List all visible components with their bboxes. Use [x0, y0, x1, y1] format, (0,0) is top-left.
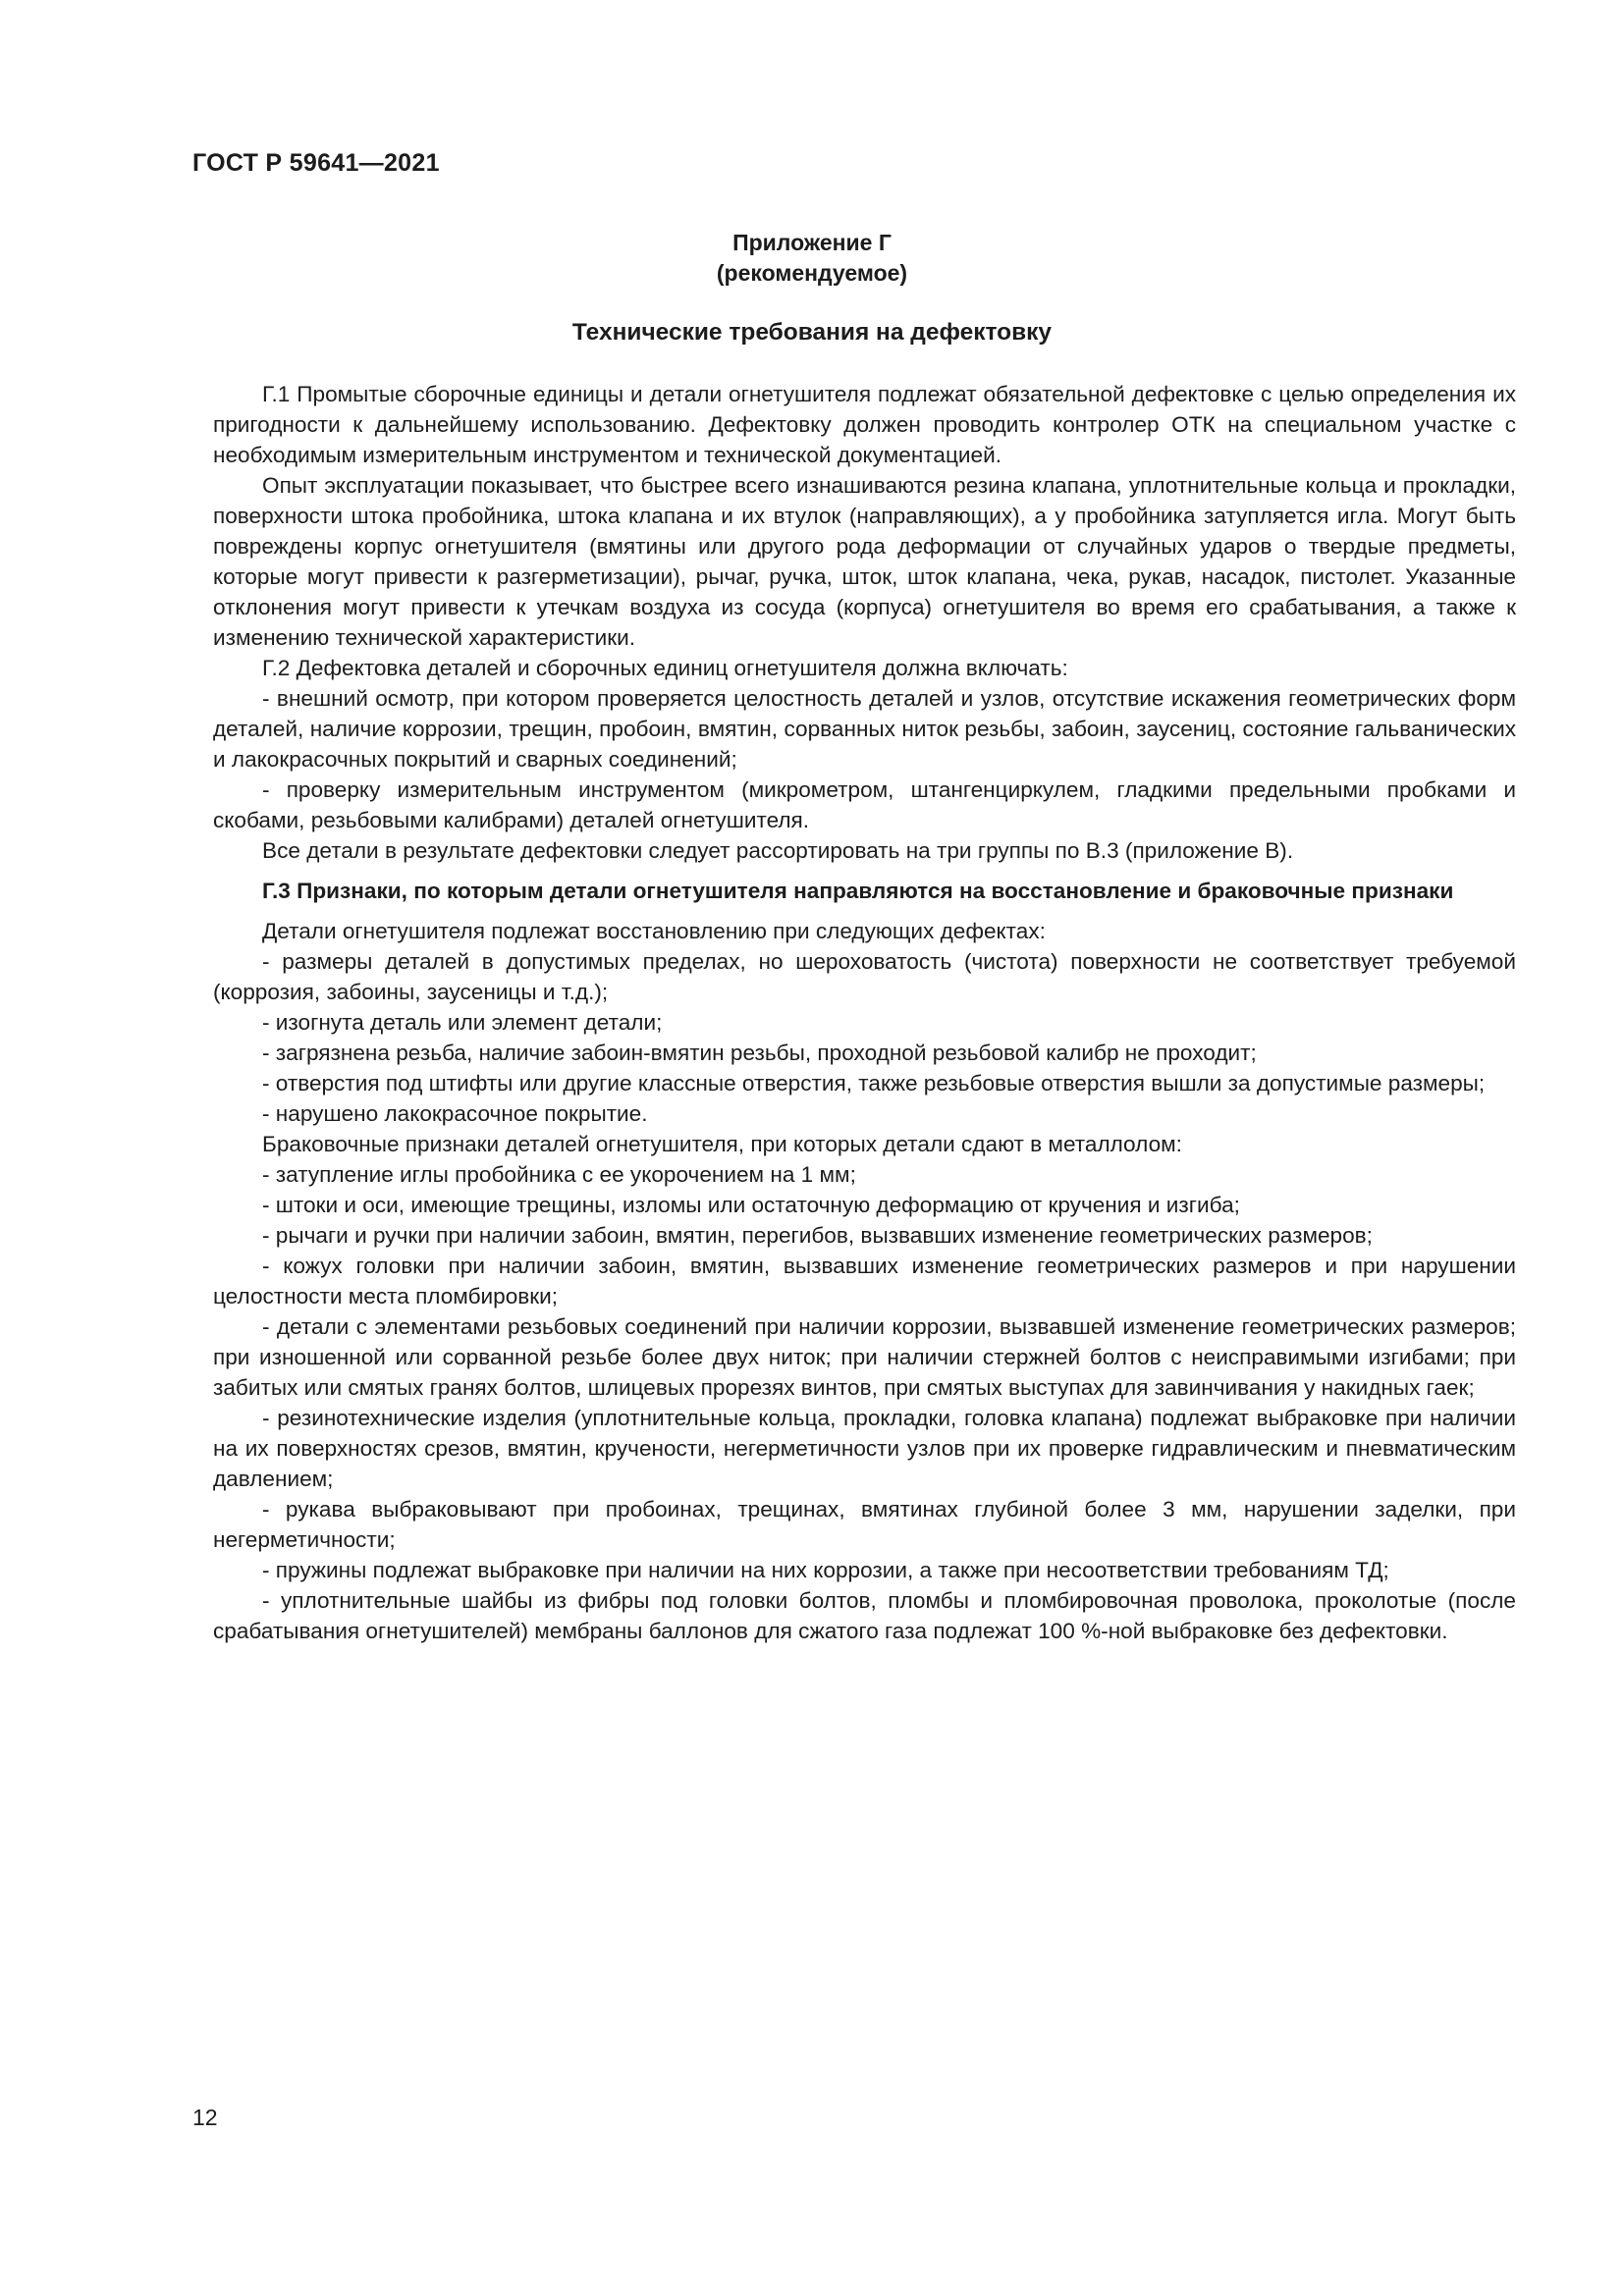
paragraph: Опыт эксплуатации показывает, что быстрее всего изнашиваются резина клапана, уплотнительные кольца и прокладки, поверхности штока пробойника, штока клапана и их втулок (направляющих), а у пробойника затупляется игла. Могут быть повреждены корпус огнетушителя (вмятины или другого рода деформации от случайных ударов о твердые предметы, которые могут привести к разгерметизации), рычаг, ручка, шток, шток клапана, чека, рукав, насадок, пистолет. Указанные отклонения могут привести к утечкам воздуха из сосуда (корпуса) огнетушителя во время его срабатывания, а также к изменению технической характеристики.	[213, 473, 1516, 650]
list-item: - рукава выбраковывают при пробоинах, трещинах, вмятинах глубиной более 3 мм, нарушении заделки, при негерметичности;	[213, 1497, 1516, 1552]
list-item: - проверку измерительным инструментом (микрометром, штангенциркулем, гладкими предельными пробками и скобами, резьбовыми калибрами) деталей огнетушителя.	[213, 777, 1516, 832]
page-number: 12	[192, 2105, 218, 2130]
list-item: - пружины подлежат выбраковке при наличии на них коррозии, а также при несоответствии требованиям ТД;	[262, 1558, 1389, 1582]
paragraph: Браковочные признаки деталей огнетушителя, при которых детали сдают в металлолом:	[262, 1132, 1182, 1156]
list-item: - изогнута деталь или элемент детали;	[262, 1010, 663, 1035]
paragraph: Все детали в результате дефектовки следует рассортировать на три группы по В.3 (приложение В).	[262, 838, 1294, 863]
list-item: - резинотехнические изделия (уплотнительные кольца, прокладки, головка клапана) подлежат выбраковке при наличии на их поверхностях срезов, вмятин, кручености, негерметичности узлов при их проверке гидравлическим и пневматическим давлением;	[213, 1406, 1516, 1491]
document-body	[213, 379, 1516, 1646]
section-title: Технические требования на дефектовку	[571, 319, 1053, 346]
list-item: - рычаги и ручки при наличии забоин, вмятин, перегибов, вызвавших изменение геометрических размеров;	[262, 1223, 1373, 1248]
subsection-heading: Г.3 Признаки, по которым детали огнетушителя направляются на восстановление и браковочные признаки	[262, 879, 1454, 903]
list-item: - детали с элементами резьбовых соединений при наличии коррозии, вызвавшей изменение геометрических размеров; при изношенной или сорванной резьбе более двух ниток; при наличии стержней болтов с неисправимыми изгибами; при забитых или смятых гранях болтов, шлицевых прорезях винтов, при смятых выступах для завинчивания у накидных гаек;	[213, 1314, 1516, 1400]
paragraph: Г.1 Промытые сборочные единицы и детали огнетушителя подлежат обязательной дефектовке с целью определения их пригодности к дальнейшему использованию. Дефектовку должен проводить контролер ОТК на специальном участке с необходимым измерительным инструментом и технической документацией.	[213, 382, 1516, 467]
list-item: - нарушено лакокрасочное покрытие.	[262, 1101, 648, 1126]
list-item: - кожух головки при наличии забоин, вмятин, вызвавших изменение геометрических размеров и при нарушении целостности места пломбировки;	[213, 1254, 1516, 1308]
paragraph: Детали огнетушителя подлежат восстановлению при следующих дефектах:	[262, 919, 1046, 943]
appendix-status: (рекомендуемое)	[716, 260, 908, 286]
list-item: - штоки и оси, имеющие трещины, изломы или остаточную деформацию от кручения и изгиба;	[262, 1193, 1240, 1217]
list-item: - размеры деталей в допустимых пределах, но шероховатость (чистота) поверхности не соответствует требуемой (коррозия, забоины, заусеницы и т.д.);	[213, 949, 1516, 1004]
list-item: - затупление иглы пробойника с ее укорочением на 1 мм;	[262, 1162, 856, 1187]
document-code: ГОСТ Р 59641—2021	[192, 149, 440, 177]
list-item: - уплотнительные шайбы из фибры под головки болтов, пломбы и пломбировочная проволока, проколотые (после срабатывания огнетушителей) мембраны баллонов для сжатого газа подлежат 100 %-ной выбраковке без дефектовки.	[213, 1588, 1516, 1643]
list-item: - отверстия под штифты или другие классные отверстия, также резьбовые отверстия вышли за допустимые размеры;	[262, 1071, 1486, 1095]
list-item: - внешний осмотр, при котором проверяется целостность деталей и узлов, отсутствие искажения геометрических форм деталей, наличие коррозии, трещин, пробоин, вмятин, сорванных ниток резьбы, забоин, заусениц, состояние гальванических и лакокрасочных покрытий и сварных соединений;	[213, 686, 1516, 772]
appendix-heading	[59, 228, 1565, 289]
paragraph: Г.2 Дефектовка деталей и сборочных единиц огнетушителя должна включать:	[262, 656, 1068, 680]
appendix-label: Приложение Г	[732, 230, 892, 255]
list-item: - загрязнена резьба, наличие забоин-вмятин резьбы, проходной резьбовой калибр не проходит;	[262, 1041, 1257, 1065]
